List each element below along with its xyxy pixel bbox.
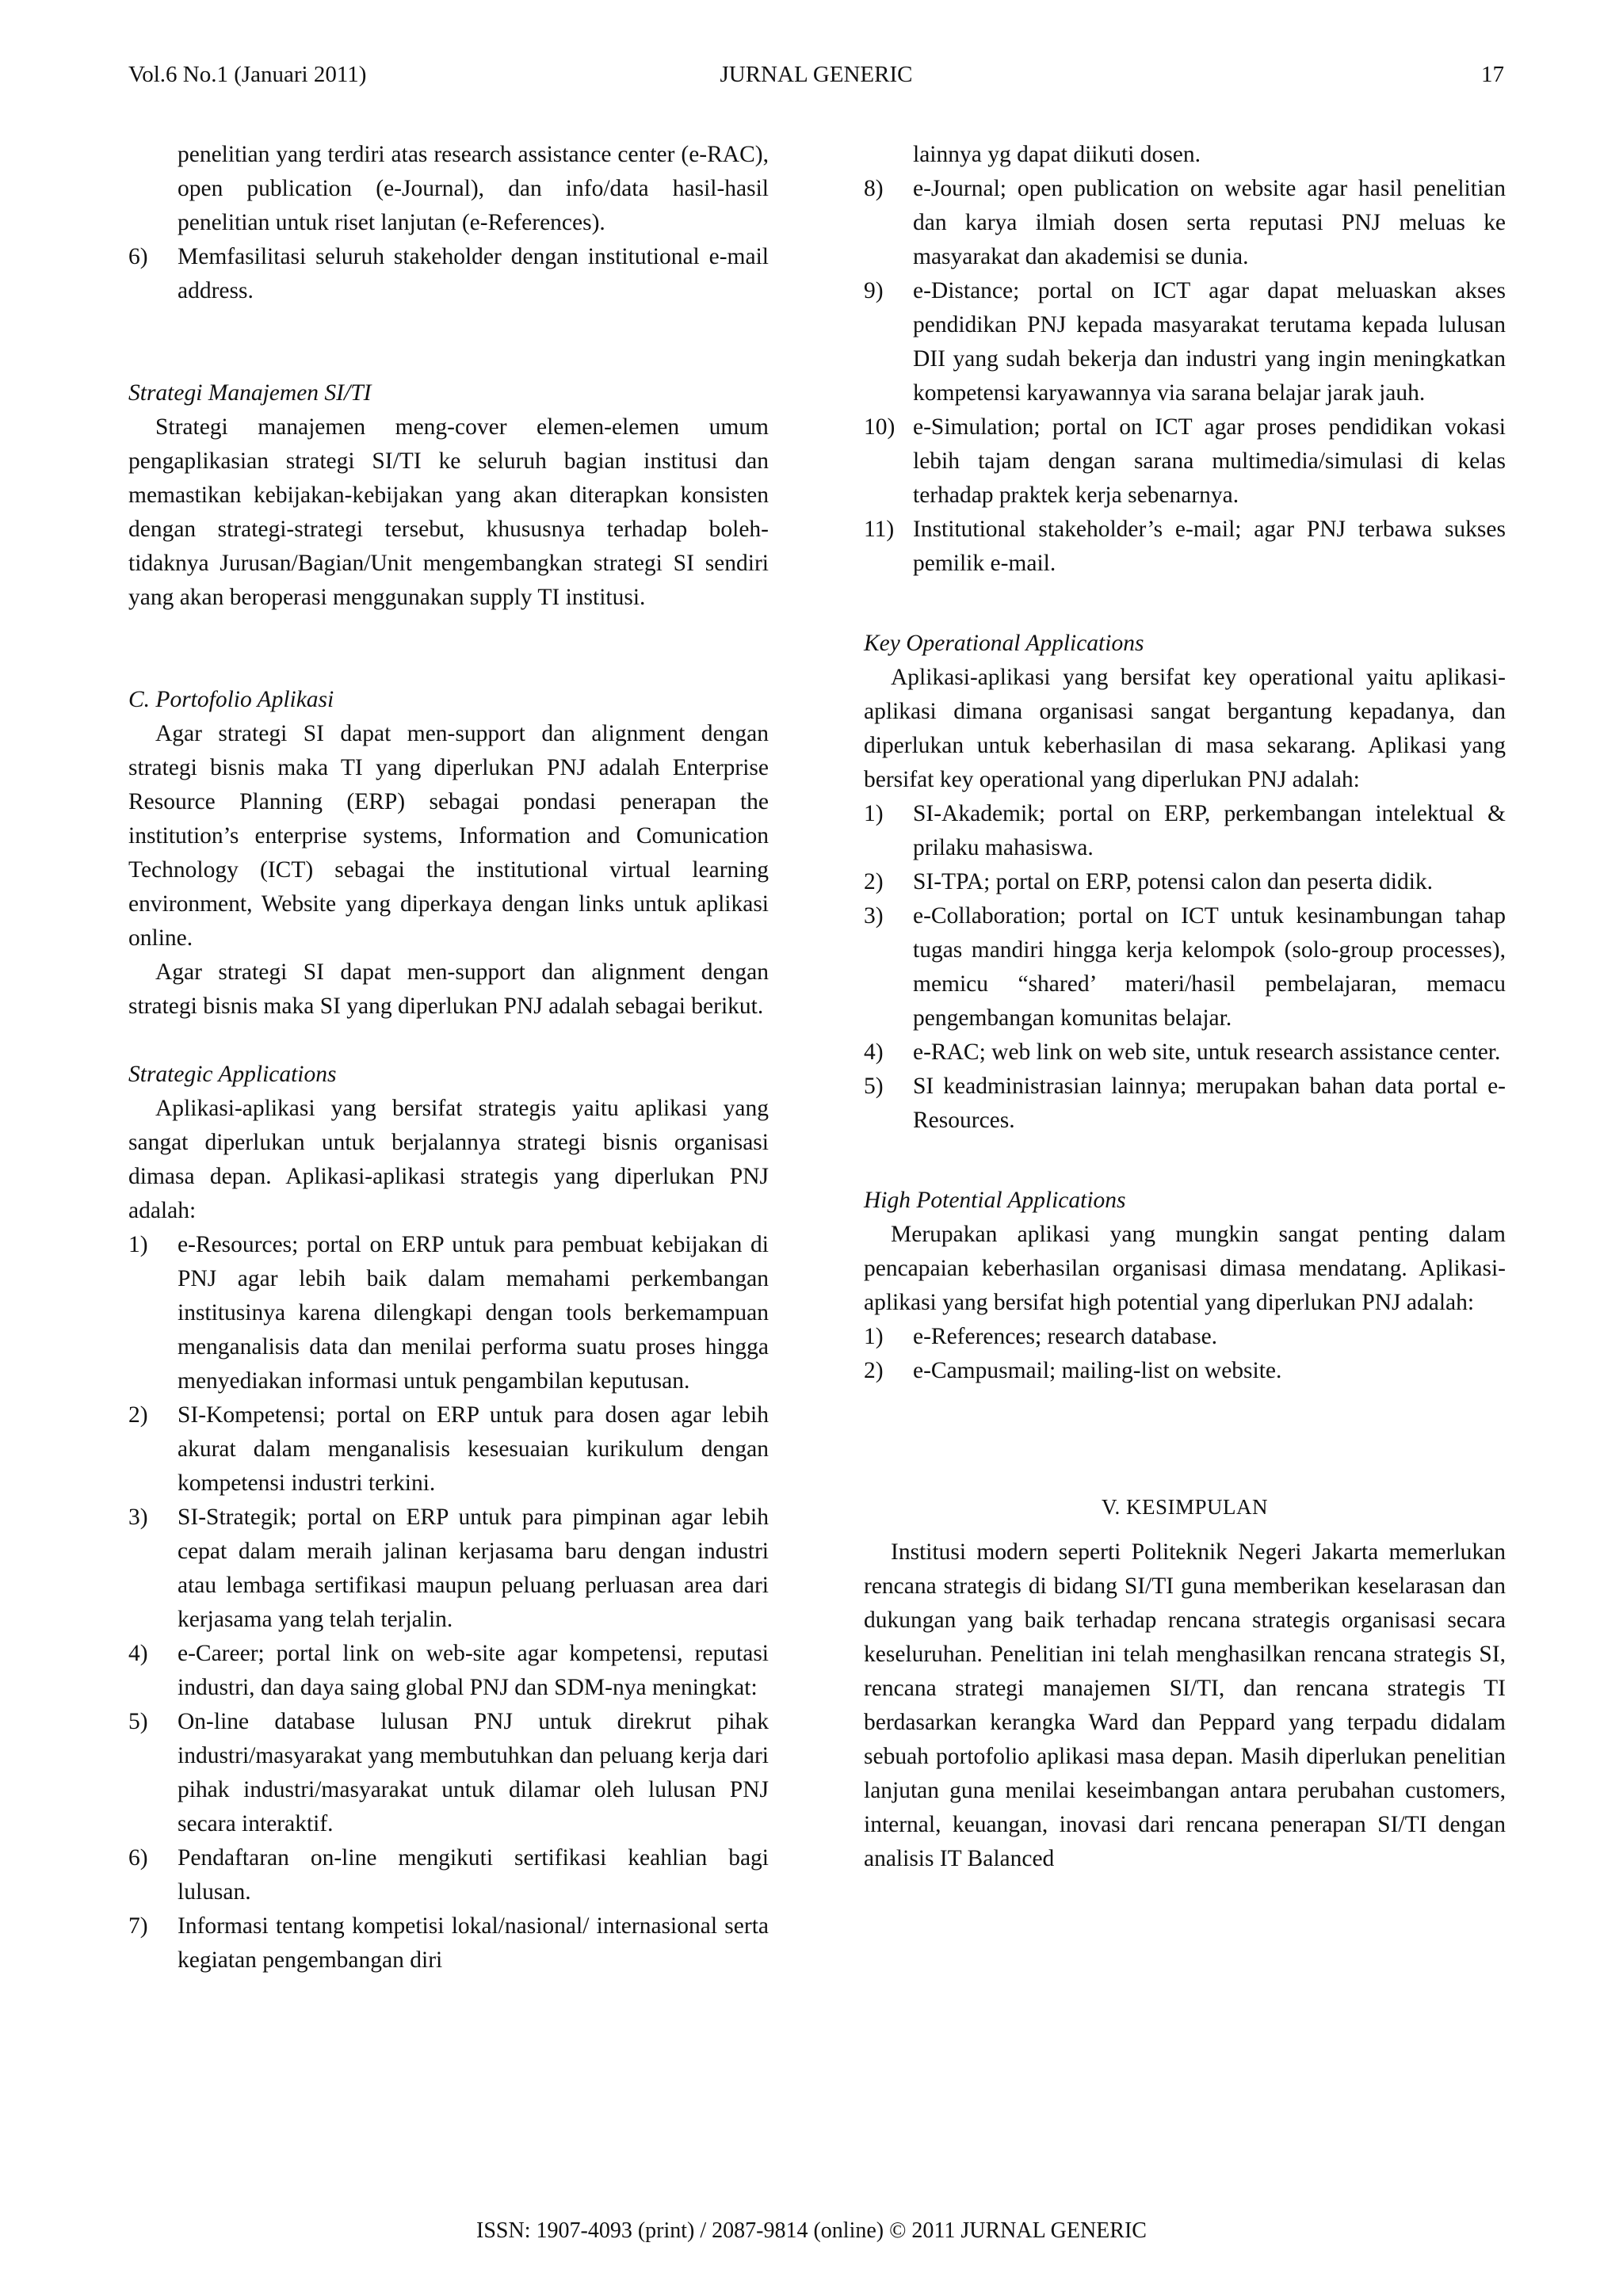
list-text: e-Journal; open publication on website agar hasil penelitian dan karya ilmiah dosen serta reputasi PNJ meluas ke masyarakat dan akademisi se dunia. [913, 176, 1506, 269]
list-text: SI-Akademik; portal on ERP, perkembangan intelektual & prilaku mahasiswa. [913, 801, 1506, 860]
list-text: SI-Strategik; portal on ERP untuk para pimpinan agar lebih cepat dalam meraih jalinan kerjasama baru dengan industri atau lembaga sertifikasi maupun peluang perluasan area dari kerjasama yang telah terjalin. [178, 1505, 769, 1632]
list-item [128, 240, 769, 308]
subheading-strategi-manajemen: Strategi Manajemen SI/TI [128, 380, 372, 406]
high-potential-list [864, 1320, 1506, 1388]
list-number: 2) [864, 1358, 884, 1383]
list-text: e-Resources; portal on ERP untuk para pembuat kebijakan di PNJ agar lebih baik dalam memahami perkembangan institusinya karena dilengkapi dengan tools berkemampuan menganalisis data dan menilai performa suatu proses hingga menyediakan informasi untuk pengambilan keputusan. [178, 1232, 769, 1394]
list-text: Memfasilitasi seluruh stakeholder dengan institutional e-mail address. [178, 244, 769, 303]
list-text: e-RAC; web link on web site, untuk research assistance center. [913, 1039, 1501, 1065]
list-text: SI-TPA; portal on ERP, potensi calon dan peserta didik. [913, 869, 1434, 894]
list-item [864, 1035, 1506, 1070]
list-text: SI-Kompetensi; portal on ERP untuk para dosen agar lebih akurat dalam menganalisis kesesuaian kurikulum dengan kompetensi industri terkini. [178, 1402, 769, 1496]
list-item [128, 1909, 769, 1978]
paragraph-high-potential: Merupakan aplikasi yang mungkin sangat penting dalam pencapaian keberhasilan organisasi dimasa mendatang. Aplikasi-aplikasi yang bersifat high potential yang diperlukan PNJ adalah: [864, 1222, 1506, 1315]
list-item [864, 1320, 1506, 1354]
list-text: e-Simulation; portal on ICT agar proses pendidikan vokasi lebih tajam dengan sarana multimedia/simulasi di kelas terhadap praktek kerja sebenarnya. [913, 414, 1506, 508]
page-number: 17 [1481, 62, 1504, 87]
list-text: SI keadministrasian lainnya; merupakan bahan data portal e-Resources. [913, 1074, 1506, 1133]
list-text: On-line database lulusan PNJ untuk direkrut pihak industri/masyarakat yang membutuhkan dan peluang kerja dari pihak industri/masyarakat untuk dilamar oleh lulusan PNJ secara interaktif. [178, 1709, 769, 1836]
list-item [864, 899, 1506, 1035]
strategic-applications-list-continued [864, 172, 1506, 581]
running-head [128, 62, 1504, 93]
journal-name: JURNAL GENERIC [720, 62, 913, 87]
list-item [864, 1354, 1506, 1388]
list-number: 1) [864, 1324, 884, 1349]
list-item [128, 1398, 769, 1501]
list-text: e-Campusmail; mailing-list on website. [913, 1358, 1282, 1383]
list-item [864, 1070, 1506, 1138]
list-text: e-Collaboration; portal on ICT untuk kesinambungan tahap tugas mandiri hingga kerja kelompok (solo-group processes), memicu “shared’ materi/hasil pembelajaran, memacu pengembangan komunitas belajar. [913, 903, 1506, 1031]
list-text: e-References; research database. [913, 1324, 1218, 1349]
list-text: e-Career; portal link on web-site agar kompetensi, reputasi industri, dan daya saing global PNJ dan SDM-nya meningkat: [178, 1641, 769, 1700]
list-number: 8) [864, 176, 884, 201]
list-item [864, 865, 1506, 899]
list-item [864, 797, 1506, 865]
list-number: 2) [864, 869, 884, 894]
list-item [864, 172, 1506, 274]
left-column [128, 138, 769, 1978]
list-item [864, 410, 1506, 513]
list-number: 11) [864, 517, 895, 542]
list-number: 6) [128, 244, 148, 269]
list-number: 2) [128, 1402, 148, 1428]
list-item [864, 513, 1506, 581]
paragraph-portofolio-2: Agar strategi SI dapat men-support dan alignment dengan strategi bisnis maka SI yang diperlukan PNJ adalah sebagai berikut. [128, 959, 769, 1019]
list-text: Informasi tentang kompetisi lokal/nasional/ internasional serta kegiatan pengembangan diri [178, 1913, 769, 1973]
continued-paragraph: penelitian yang terdiri atas research assistance center (e-RAC), open publication (e-Journal), dan info/data hasil-hasil penelitian untuk riset lanjutan (e-References). [178, 142, 769, 235]
right-column [864, 138, 1506, 1876]
list-number: 5) [128, 1709, 148, 1734]
section-title-kesimpulan: V. KESIMPULAN [1101, 1495, 1269, 1519]
subheading-high-potential: High Potential Applications [864, 1188, 1126, 1213]
list-number: 9) [864, 278, 884, 303]
list-item [128, 1705, 769, 1841]
paragraph-kesimpulan: Institusi modern seperti Politeknik Negeri Jakarta memerlukan rencana strategis di bidang SI/TI guna memberikan keselarasan dan dukungan yang baik terhadap rencana strategis organisasi secara keseluruhan. Penelitian ini telah menghasilkan rencana strategis SI, rencana strategi manajemen SI/TI, dan rencana strategis TI berdasarkan kerangka Ward dan Peppard yang terpadu didalam sebuah portofolio aplikasi masa depan. Masih diperlukan penelitian lanjutan guna menilai keseimbangan antara perubahan customers, internal, keuangan, inovasi dari rencana penerapan SI/TI dengan analisis IT Balanced [864, 1539, 1506, 1871]
continued-line: lainnya yg dapat diikuti dosen. [913, 142, 1201, 167]
list-continued [128, 240, 769, 308]
paragraph-strategic-applications: Aplikasi-aplikasi yang bersifat strategis yaitu aplikasi yang sangat diperlukan untuk berjalannya strategi bisnis organisasi dimasa depan. Aplikasi-aplikasi strategis yang diperlukan PNJ adalah: [128, 1096, 769, 1223]
paragraph-key-operational: Aplikasi-aplikasi yang bersifat key operational yaitu aplikasi-aplikasi dimana organisasi sangat bergantung kepadanya, dan diperlukan untuk keberhasilan di masa sekarang. Aplikasi yang bersifat key operational yang diperlukan PNJ adalah: [864, 665, 1506, 792]
strategic-applications-list [128, 1228, 769, 1978]
list-item [128, 1637, 769, 1705]
list-text: e-Distance; portal on ICT agar dapat meluaskan akses pendidikan PNJ kepada masyarakat terutama kepada lulusan DII yang sudah bekerja dan industri yang ingin meningkatkan kompetensi karyawannya via sarana belajar jarak jauh. [913, 278, 1506, 406]
list-text: Institutional stakeholder’s e-mail; agar PNJ terbawa sukses pemilik e-mail. [913, 517, 1506, 576]
key-operational-list [864, 797, 1506, 1138]
subheading-portofolio: C. Portofolio Aplikasi [128, 687, 334, 712]
list-number: 5) [864, 1074, 884, 1099]
list-number: 10) [864, 414, 896, 440]
list-number: 3) [128, 1505, 148, 1530]
list-number: 4) [128, 1641, 148, 1666]
list-item [128, 1501, 769, 1637]
footer-issn: ISSN: 1907-4093 (print) / 2087-9814 (online) © 2011 JURNAL GENERIC [476, 2218, 1147, 2243]
subheading-strategic-applications: Strategic Applications [128, 1062, 337, 1087]
list-item [128, 1228, 769, 1398]
list-number: 3) [864, 903, 884, 929]
list-number: 1) [864, 801, 884, 826]
list-number: 7) [128, 1913, 148, 1939]
list-item [128, 1841, 769, 1909]
paragraph-strategi-manajemen: Strategi manajemen meng-cover elemen-elemen umum pengaplikasian strategi SI/TI ke seluruh bagian institusi dan memastikan kebijakan-kebijakan yang akan diterapkan konsisten dengan strategi-strategi tersebut, khususnya terhadap boleh-tidaknya Jurusan/Bagian/Unit mengembangkan strategi SI sendiri yang akan beroperasi menggunakan supply TI institusi. [128, 414, 769, 610]
subheading-key-operational: Key Operational Applications [864, 631, 1144, 656]
volume-issue: Vol.6 No.1 (Januari 2011) [128, 62, 367, 87]
list-number: 1) [128, 1232, 148, 1257]
paragraph-portofolio-1: Agar strategi SI dapat men-support dan alignment dengan strategi bisnis maka TI yang diperlukan PNJ adalah Enterprise Resource Planning (ERP) sebagai pondasi penerapan the institution’s enterprise systems, Information and Comunication Technology (ICT) sebagai the institutional virtual learning environment, Website yang diperkaya dengan links untuk aplikasi online. [128, 721, 769, 951]
list-text: Pendaftaran on-line mengikuti sertifikasi keahlian bagi lulusan. [178, 1845, 769, 1905]
list-number: 6) [128, 1845, 148, 1871]
list-item [864, 274, 1506, 410]
list-number: 4) [864, 1039, 884, 1065]
